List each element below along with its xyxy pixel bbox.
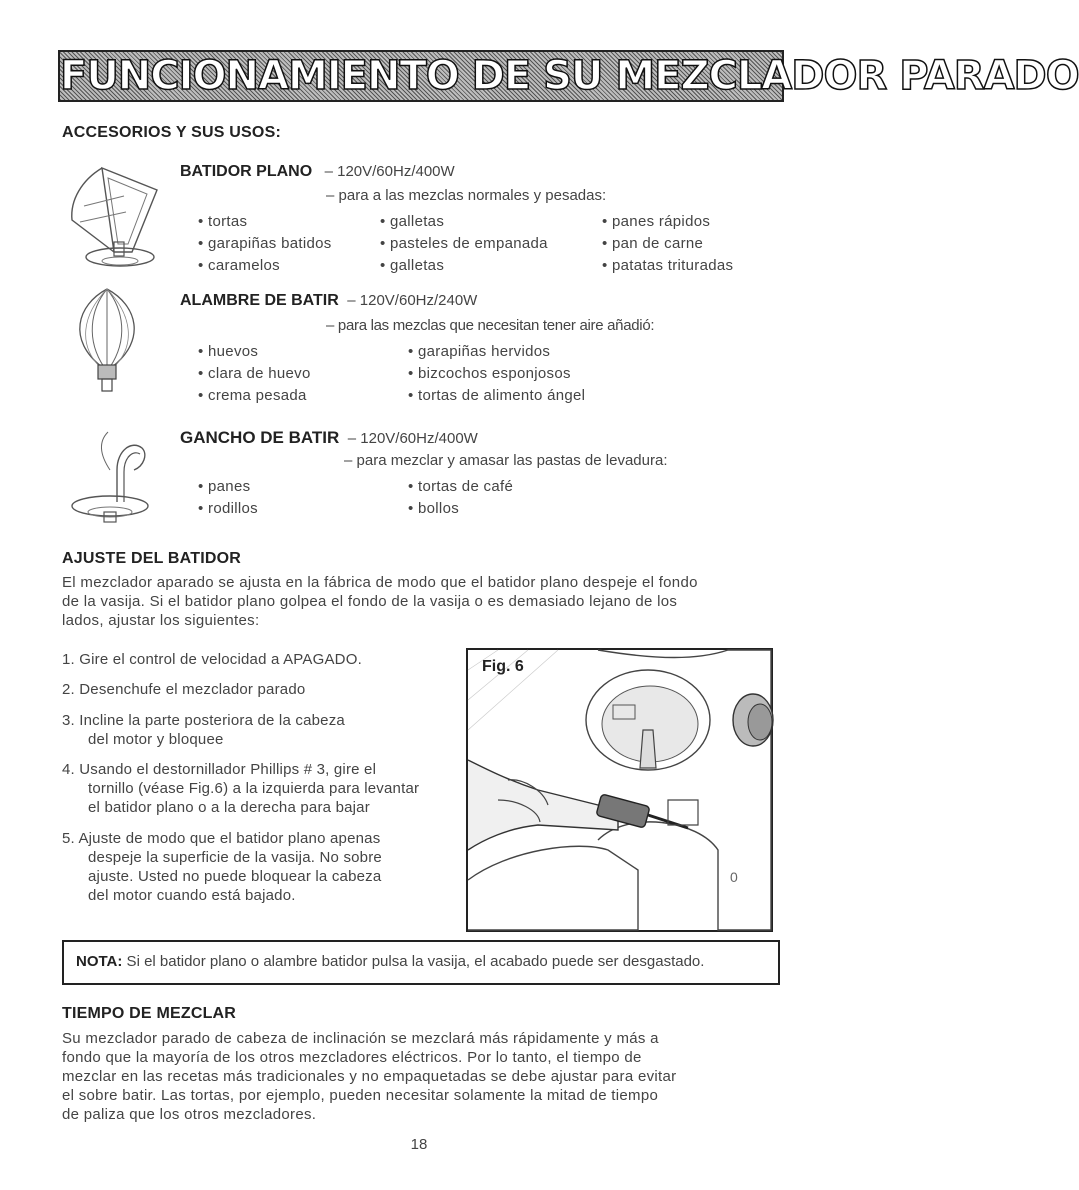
figure-label: Fig. 6 <box>482 658 524 675</box>
step-line: despeje la superficie de la vasija. No sobre <box>88 849 382 866</box>
list-item: • tortas de café <box>408 478 514 495</box>
step-line: tornillo (véase Fig.6) a la izquierda para levantar <box>88 780 420 797</box>
step-line: 3. Incline la parte posteriora de la cabeza <box>62 712 345 729</box>
mixing-heading: TIEMPO DE MEZCLAR <box>62 1005 237 1022</box>
step-line: 4. Usando el destornillador Phillips # 3, gire el <box>62 761 377 778</box>
adjust-step-2 <box>62 680 462 699</box>
step-line: ajuste. Usted no puede bloquear la cabeza <box>88 868 382 885</box>
step-line: 5. Ajuste de modo que el batidor plano apenas <box>62 830 381 847</box>
flat-beater-illustration <box>62 160 167 272</box>
list-item: • tortas <box>198 213 248 230</box>
adjust-heading: AJUSTE DEL BATIDOR <box>62 550 242 567</box>
text-line: El mezclador aparado se ajusta en la fábrica de modo que el batidor plano despeje el fondo <box>62 574 698 591</box>
adjust-step-5 <box>62 829 462 905</box>
note-box <box>62 940 780 985</box>
accessory-usage: – para a las mezclas normales y pesadas: <box>326 187 607 204</box>
list-item: • patatas trituradas <box>602 257 734 274</box>
list-item: • caramelos <box>198 257 280 274</box>
list-item: • galletas <box>380 213 445 230</box>
step-line: del motor cuando está bajado. <box>88 887 296 904</box>
accessories-heading: ACCESORIOS Y SUS USOS: <box>62 124 281 141</box>
note-text: Si el batidor plano o alambre batidor pulsa la vasija, el acabado puede ser desgastado. <box>122 953 705 970</box>
dough-hook-illustration <box>62 420 162 530</box>
step-line: del motor y bloquee <box>88 731 224 748</box>
list-item: • crema pesada <box>198 387 307 404</box>
adjust-step-3 <box>62 711 462 749</box>
text-line: el sobre batir. Las tortas, por ejemplo, pueden necesitar solamente la mitad de tiempo <box>62 1087 659 1104</box>
wire-whip-illustration <box>62 285 152 395</box>
note-label: NOTA: <box>76 953 123 970</box>
list-item: • garapiñas hervidos <box>408 343 551 360</box>
title-banner <box>58 50 1079 102</box>
mixer-adjustment-illustration <box>468 650 771 930</box>
text-line: fondo que la mayoría de los otros mezcladores eléctricos. Por lo tanto, el tiempo de <box>62 1049 642 1066</box>
text-line: lados, ajustar los siguientes: <box>62 612 260 629</box>
list-item: • bollos <box>408 500 460 517</box>
adjust-intro <box>62 573 802 630</box>
list-item: • pan de carne <box>602 235 704 252</box>
accessory-name: ALAMBRE DE BATIR <box>180 292 339 309</box>
accessory-dough-hook-header <box>180 428 478 448</box>
accessory-spec: – 120V/60Hz/400W <box>324 163 455 180</box>
svg-text:0: 0 <box>730 869 738 885</box>
accessory-flat-beater-header <box>180 163 455 181</box>
text-line: de la vasija. Si el batidor plano golpea el fondo de la vasija o es demasiado lejano de los <box>62 593 678 610</box>
list-item: • clara de huevo <box>198 365 311 382</box>
step-line: 1. Gire el control de velocidad a APAGADO. <box>62 651 362 668</box>
list-item: • rodillos <box>198 500 258 517</box>
mixing-paragraph <box>62 1029 802 1124</box>
list-item: • bizcochos esponjosos <box>408 365 571 382</box>
accessory-name: BATIDOR PLANO <box>180 163 313 180</box>
text-line: mezclar en las recetas más tradicionales y no empaquetadas se debe ajustar para evitar <box>62 1068 677 1085</box>
list-item: • pasteles de empanada <box>380 235 548 252</box>
page-title: FUNCIONAMIENTO DE SU MEZCLADOR PARADO <box>60 53 1079 99</box>
adjust-step-4 <box>62 760 462 817</box>
list-item: • huevos <box>198 343 259 360</box>
accessory-usage: – para mezclar y amasar las pastas de levadura: <box>344 452 668 469</box>
list-item: • garapiñas batidos <box>198 235 332 252</box>
list-item: • galletas <box>380 257 445 274</box>
list-item: • panes <box>198 478 251 495</box>
list-item: • tortas de alimento ángel <box>408 387 586 404</box>
accessory-spec: – 120V/60Hz/400W <box>347 430 478 447</box>
accessory-wire-whip-header <box>180 292 477 310</box>
text-line: Su mezclador parado de cabeza de inclinación se mezclará más rápidamente y más a <box>62 1030 659 1047</box>
step-line: el batidor plano o a la derecha para bajar <box>88 799 370 816</box>
step-line: 2. Desenchufe el mezclador parado <box>62 681 306 698</box>
list-item: • panes rápidos <box>602 213 711 230</box>
adjust-step-1 <box>62 650 462 669</box>
accessory-name: GANCHO DE BATIR <box>180 428 340 447</box>
figure-6 <box>466 648 773 932</box>
text-line: de paliza que los otros mezcladores. <box>62 1106 317 1123</box>
page-number: 18 <box>410 1136 428 1153</box>
accessory-usage: – para las mezclas que necesitan tener aire añadió: <box>326 317 655 334</box>
accessory-spec: – 120V/60Hz/240W <box>347 292 478 309</box>
